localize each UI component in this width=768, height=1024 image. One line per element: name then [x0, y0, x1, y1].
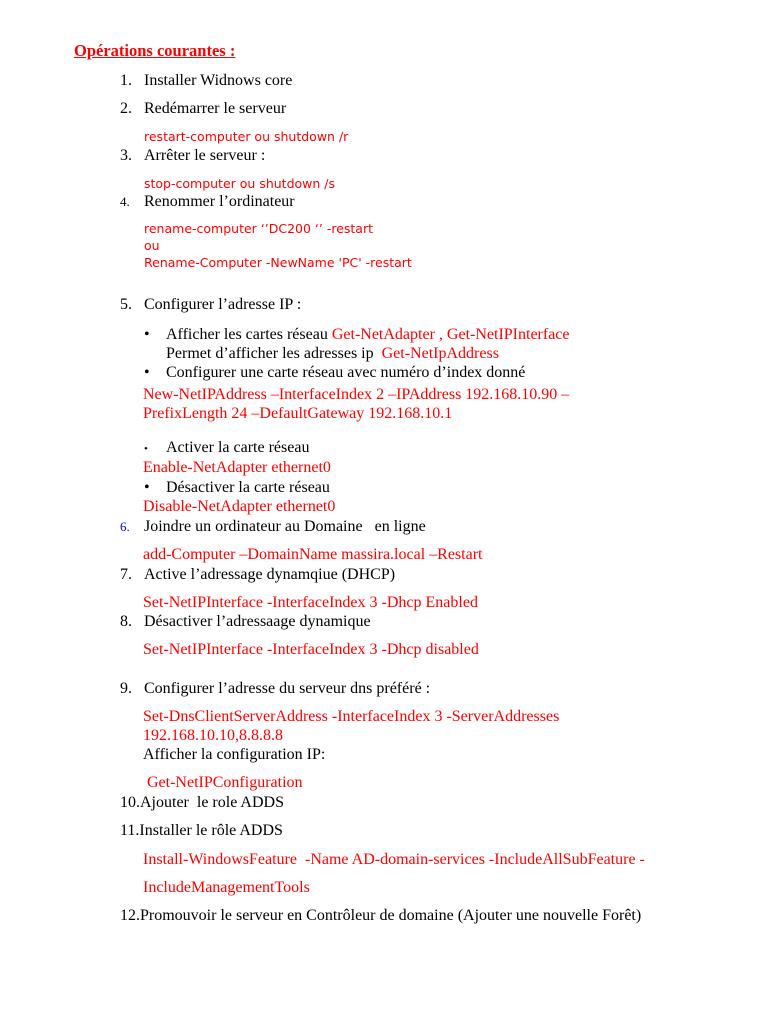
- command-text: Get-NetIPConfiguration: [147, 774, 303, 791]
- bullet-label: Afficher les cartes réseau: [166, 326, 328, 343]
- item-number: 5.: [120, 296, 132, 313]
- item-text: Renommer l’ordinateur: [144, 193, 295, 210]
- command-text: 192.168.10.10,8.8.8.8: [143, 727, 283, 744]
- list-item-6: [120, 518, 426, 536]
- list-item-1: [120, 72, 292, 90]
- bullet-label: Désactiver la carte réseau: [166, 479, 330, 496]
- item-text: Promouvoir le serveur en Contrôleur de domaine (Ajouter une nouvelle Forêt): [140, 907, 642, 924]
- command-text: Set-DnsClientServerAddress -InterfaceIndex 3 -ServerAddresses: [143, 708, 560, 725]
- item-number: 3.: [120, 147, 132, 164]
- item-text: Configurer l’adresse IP :: [144, 296, 302, 313]
- item-text: Installer Widnows core: [144, 72, 293, 89]
- item-number: 11.: [120, 822, 140, 839]
- list-item-11: [120, 822, 283, 840]
- bullet-label: Configurer une carte réseau avec numéro d’index donné: [166, 364, 526, 381]
- item-text: Redémarrer le serveur: [144, 100, 287, 117]
- item-number: 6.: [120, 519, 130, 534]
- list-item-3: [120, 147, 265, 165]
- command-text: Get-NetIpAddress: [381, 345, 499, 362]
- list-item-10: [120, 794, 284, 812]
- command-text: add-Computer –DomainName massira.local –Restart: [143, 546, 483, 563]
- command-text: rename-computer ‘’DC200 ‘’ -restart: [144, 221, 374, 236]
- command-text: IncludeManagementTools: [143, 879, 310, 896]
- item-number: 1.: [120, 72, 132, 89]
- list-item-7: [120, 566, 395, 584]
- command-text: Install-WindowsFeature -Name AD-domain-services -IncludeAllSubFeature -: [143, 851, 645, 868]
- bullet-item: [144, 479, 330, 497]
- item-text: Installer le rôle ADDS: [139, 822, 283, 839]
- bullet-icon: •: [144, 326, 150, 343]
- item-text: Ajouter le role ADDS: [140, 794, 284, 811]
- item-number: 8.: [120, 613, 132, 630]
- item-number: 2.: [120, 100, 132, 117]
- bullet-label: Activer la carte réseau: [166, 439, 310, 456]
- command-text: restart-computer ou shutdown /r: [144, 129, 349, 144]
- bullet-icon: •: [144, 479, 150, 496]
- command-text: ou: [144, 238, 160, 253]
- bullet-label: Permet d’afficher les adresses ip: [166, 345, 374, 362]
- command-text: Get-NetAdapter , Get-NetIPInterface: [331, 326, 570, 343]
- item-subtext: Afficher la configuration IP:: [143, 746, 326, 763]
- item-text: Configurer l’adresse du serveur dns préféré :: [144, 680, 431, 697]
- list-item-4: [120, 193, 295, 211]
- command-text: stop-computer ou shutdown /s: [144, 176, 335, 191]
- bullet-item: [144, 364, 525, 382]
- bullet-item: [144, 326, 570, 344]
- item-number: 10.: [120, 794, 140, 811]
- list-item-8: [120, 613, 371, 631]
- bullet-item: [144, 439, 309, 458]
- item-text: Active l’adressage dynamqiue (DHCP): [144, 566, 396, 583]
- list-item-9: [120, 680, 430, 698]
- item-number: 4.: [120, 194, 130, 209]
- command-text: PrefixLength 24 –DefaultGateway 192.168.10.1: [143, 405, 453, 422]
- bullet-icon: •: [144, 443, 148, 455]
- command-text: Set-NetIPInterface -InterfaceIndex 3 -Dhcp disabled: [143, 641, 479, 658]
- item-number: 7.: [120, 566, 132, 583]
- command-text: New-NetIPAddress –InterfaceIndex 2 –IPAddress 192.168.10.90 –: [143, 386, 570, 403]
- command-text: Disable-NetAdapter ethernet0: [143, 498, 336, 515]
- item-number: 12.: [120, 907, 140, 924]
- command-text: Enable-NetAdapter ethernet0: [143, 459, 331, 476]
- bullet-icon: •: [144, 364, 150, 381]
- bullet-continuation: [166, 345, 499, 363]
- command-text: Rename-Computer -NewName 'PC' -restart: [144, 255, 412, 270]
- page-title: Opérations courantes :: [74, 41, 236, 60]
- list-item-5: [120, 296, 301, 314]
- command-text: Set-NetIPInterface -InterfaceIndex 3 -Dhcp Enabled: [143, 594, 478, 611]
- list-item-12: [120, 907, 641, 925]
- item-text: Désactiver l’adressaage dynamique: [144, 613, 371, 630]
- item-text: Joindre un ordinateur au Domaine en ligne: [144, 518, 426, 535]
- item-text: Arrêter le serveur :: [144, 147, 266, 164]
- list-item-2: [120, 100, 286, 118]
- item-number: 9.: [120, 680, 132, 697]
